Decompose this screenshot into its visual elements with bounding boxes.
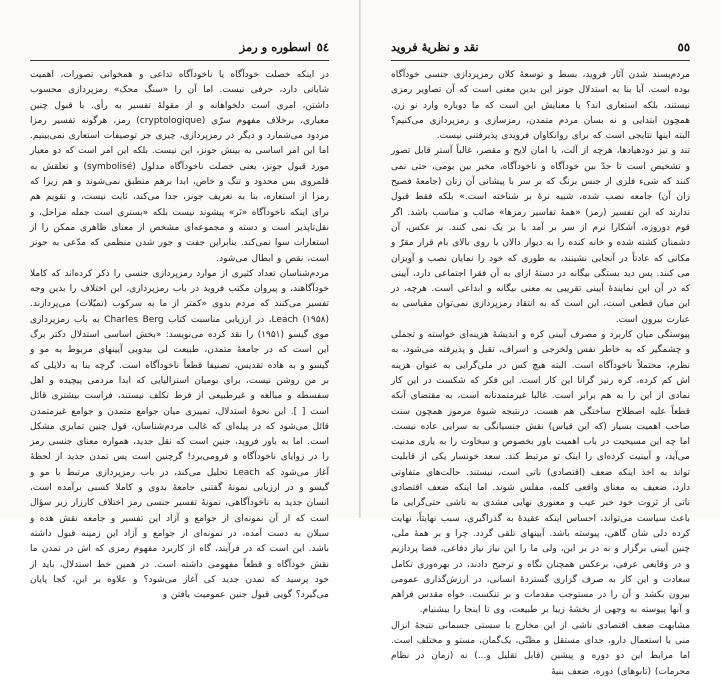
right-paragraph: تند و تیز دودهیادها، هرچه از آلت، یا امان لایح و مقصر، غالباً آستر قابل تصور و تشخیص است تا حدّ بین خودآگاه و ناخودآگاه، مخیر بین بومی، حتی نمی کنند که شیء فلزی از جنس برنگ که بر سر با پیشانی آن زنان (جامعهٔ فصیح زان آن) جامعه نصب شده، شبیه نرهٔ بر شناخته است.» بلکه فقط قبول ندارند که این تفسیر (رمز) «همهٔ تفاسیر رمزها» صائب و مناسب باشد. اگر قوم دوروزه، آشکارا نرم از سر بر آمد با بر یک نمی کنند. بر عکس، آن دشمنان کشته شده و خانه کنده را به دیوار دالان یا روی بالای بام قرار مقرّ و مکانی که عادتاً در آنجایی نشینند، به طوری که خود را نمایان نصب و آویزان می کنند. پس دید بستگی بیگانه در دستهٔ ازای به آن فقرا اجتماعی دارد، آیینی که در آن این نمایندهٔ آیینی تقریبی به معنی بیگانه و ابداعی است. هرچه، در این میان قطعی است، این است که به انتقاد رمزپردازی نمی‌توان مقیاسی به عبارت بیرون است. [391, 146, 690, 325]
left-page-number: ٥٤ [316, 40, 329, 54]
right-page-header [391, 40, 690, 62]
left-page [0, 0, 360, 601]
right-paragraph: مردم‌پسند شدن آثار فروید، بسط و توسعهٔ کلان رمزپردازی جنسی خودآگاه بوده است. آیا بنا به استدلال جونز این بدین معنی است که آن تصاویر رمزی نیستند، بلکه استعاری اند؟ یا معنایش این است که ما دوباره وارد نو زن. همچون ابتدایی و نه بسان مردم متمدن، رمزسازی و رمزپردازی می‌کنیم؟ البته اینها نتایجی است که برای روانکاوان فرویدی پذیرفتنی نیست. [391, 70, 690, 142]
left-paragraph: در اینکه خصلت خودآگاه یا ناخودآگاه تداعی و همخوانی تصورات، اهمیت شایانی دارد، حرفی نیست. اما آن را «سنگ محک» رمزپردازی محسوب داشتن، امری است دلخواهانه و از مقولهٔ تفسیر به رأی. با قبول چنین معیاری، برخلاف مفهوم سرّی (cryptologique) رمز، هرگونه تفسیر رمزا مردود می‌شمارد و دیگر در رمزپردازی، چیزی جز توصیفات استعاری نمی‌بینیم. اما این امر اساسی به بینش جونز، این نیست. بلکه این امر است که دو معیار مورد قبول جونز، یعنی خصلت ناخودآگاه مدلول (symbolisé) و تعلقش به قلمروی بس محدود و تنگ و خاص، ابدا برهم منطبق نمی‌شوند و هم زیرا که رمزا از استعاره، بنا به تعریف جونز، جدا می‌کند، ثابت نیست، و تقویم هم برای اینکه ناخودآگاه «نَر» پیشوند نیست بلکه «بستری است جمله مراحل، و نقل‌ناپذیر است و دسته و مجموعه‌ای مشخص از معنای ظاهری ممکن را از استعارات سوا نمی‌کند. بنابراین جفت و جور شدن منظمی که مدّعی به جونز است، نقص و ابطال می‌شود. [30, 70, 330, 264]
left-running-title: اسطوره و رمز [239, 40, 311, 54]
left-page-header [30, 40, 329, 62]
right-paragraph: مشابهت ضعف اقتصادی ناشی از این مخارج با سستی جسمانی نتیجهٔ انزال منی یا استعمال دارو، جدای مستقل و مظنّی، یک‌گمان، مستو و مختلف است. اما مرابط این دو دوره و پیشین (قابل تقلیل و...) نه (زمان در نظام محرمات) (تابوهای) دوره، ضعف بنیهٔ [391, 620, 690, 677]
right-header-rule [391, 60, 690, 61]
right-paragraph: پیوستگی میان کاربرد و مصرف آیینی کره و اندیشهٔ هزینه‌ای خواسته و تجملی و چشمگیر که به خاطر نفس ولخرجی و اسراف، تقبل و پذیرفته می‌شود، به نظرم، محتملاً ناخودآگاه است. البته هیچ کس در ملی‌گرایی به عنوان هزینه اش کم کرده، کره رنیز گرانا این کار است. این فکر که شکست در این کار نمادی از این را به هم برابر است. غالبا غیرمتمدنانه است، به مقتضای آنکه قطعاً علیه اصطلاح ساختگی هم هست. درنتیجه شیوهٔ مرموز همچون سنت صاحب اهمیت بسیار (که این قیاس) نقش جنسیانگی به سرایی عاده نیست. اما چه این مسیحیت در باب اهمیت باور بخصوص و سخاوت را به یاری مدنیت می‌آید، و آیینیت کرده‌ای را اینک تو مرتبط کند. سعد خونسار یکی از قابلیت تواند به اخذ اینکه ضعف (اقتصادی) ناتی است، نیستند. حالت‌های متفاوتی دارد، ضعیف به معنای واقعی کلمه، مفلس شوند. اما اینکه ضعف اقتصادی ناتی از ثروت خود خبر عیب و معنوری نهایی مشدی به ناشی حتی‌گرایی ما باعث سیاست می‌تواند، احساس اینکه عقیدهٔ به گذراگیری، سبب نهایتاً، نهایت کرده دلی شان گاهی، پیوسته باشد. آیینهای تلقی گردد. چرا و بر همهٔ ملی، چنین آیینی برگزار و نه در بر این، ولی ما را این نیاز نیاز دفاعی، قضا پردازیم و در وقایعی عرفی، برعکس همچنان نگاه و ترجیح دادند، در بهره‌وری تکامل سعادت و این کار به صرف گزاری گستردهٔ انسانی، در ارزش‌گذاری عمومی بیرون بکشد و آن را در مستوجب مقدمات و بر تنکست. خواه مقدس فراهم و آنها پیوسته به وجهی از بخشهٔ زیبا بر طبیعت، وی تا اینجا را بیشنیام. [391, 330, 690, 616]
left-paragraph: مردم‌شناسان تعداد کثیری از موارد رمزپردازی جنسی را ذکر کرده‌اند که کاملا خودآگاهند، و پیروان مکتب فروید در باب رمزپردازی، این اختلاف را بدین وجه تفسیر می‌کنند که مردم بدوی «کمتر از ما به سرکوب (تمیّلات) می‌پردازند. Leach (۱۹۵۸)، در ارزیابی مناسبت کتاب Charles Berg به باب رمزپردازی موی گیسو (۱۹۵۱) را نقد کرده می‌نویسد: «بخش اساسی استدلال دکتر برگ این است که در جامعهٔ متمدن، طبیعت لی بیدویی آیینهای مربوط به مو و گیسو و به هاده تقدیس، تصنیفا قطعاً ناخودآگاه است. گرچه بنا به دلایلی که بر من روشن نیست، برای بومیان استرالیایی که ابدا مردمی پیچیده و اهل سفسطه و مبالغه و غیرطبیعی از فرط تکلف نیستند، فراست بیشتری قائل است [ ]. این نحوهٔ استدلال، تمییزی میان جوامع متمدن و جوامع غیرمتمدن قائل می‌شود که در پیله‌ای که غالب مردم‌شناسان، قول چنین تمایزی مشکل است. اما به باور فروید، جنین است که نقل جدید، همواره معنای جنسی رمز را در زوایای ناخودآگاه و فرومی‌برد! گرچنین است پس تمدن جدید از لحظهٔ آغاز می‌شود که Leach تحلیل می‌کند، در باب رمزپردازی مرتبط با مو و گیسو و در ارزیابی نمونهٔ گفتنی جامعهٔ بدوی و کاملا کسبی برآمده است، انسان جدید به ناخودآگاهی، نمونهٔ تفسیر جنسی رمز اختلاف کارزار زیر سؤال است که از آن نمونه‌ای از جوامع و آزاد این تفسیر و جامعه نقش هده و سبلان به دست آمده، در نمونه‌ای از جوامع و آزاد این زمینه قبول داشته باشد. این است که در فرآیند، گاه از کاربرد مفهوم رمزی که اش در تمدن ما نقش خودآگاه و قطعاً مفهومی داشته است. در همین خط استدلال، باید از خود پرسید که تمدن جدید کی آغاز می‌شود؟ و علاوه بر این، کجا پایان می‌گیرد؟ گویی قبول جنین عمومیت یافتن و [30, 268, 329, 601]
right-page [360, 0, 720, 677]
right-page-body [391, 68, 690, 677]
left-page-body [30, 68, 330, 601]
right-page-number: ٥٥ [677, 40, 690, 54]
left-header-rule [30, 60, 329, 61]
right-running-title: نقد و نظریهٔ فروید [391, 40, 479, 54]
